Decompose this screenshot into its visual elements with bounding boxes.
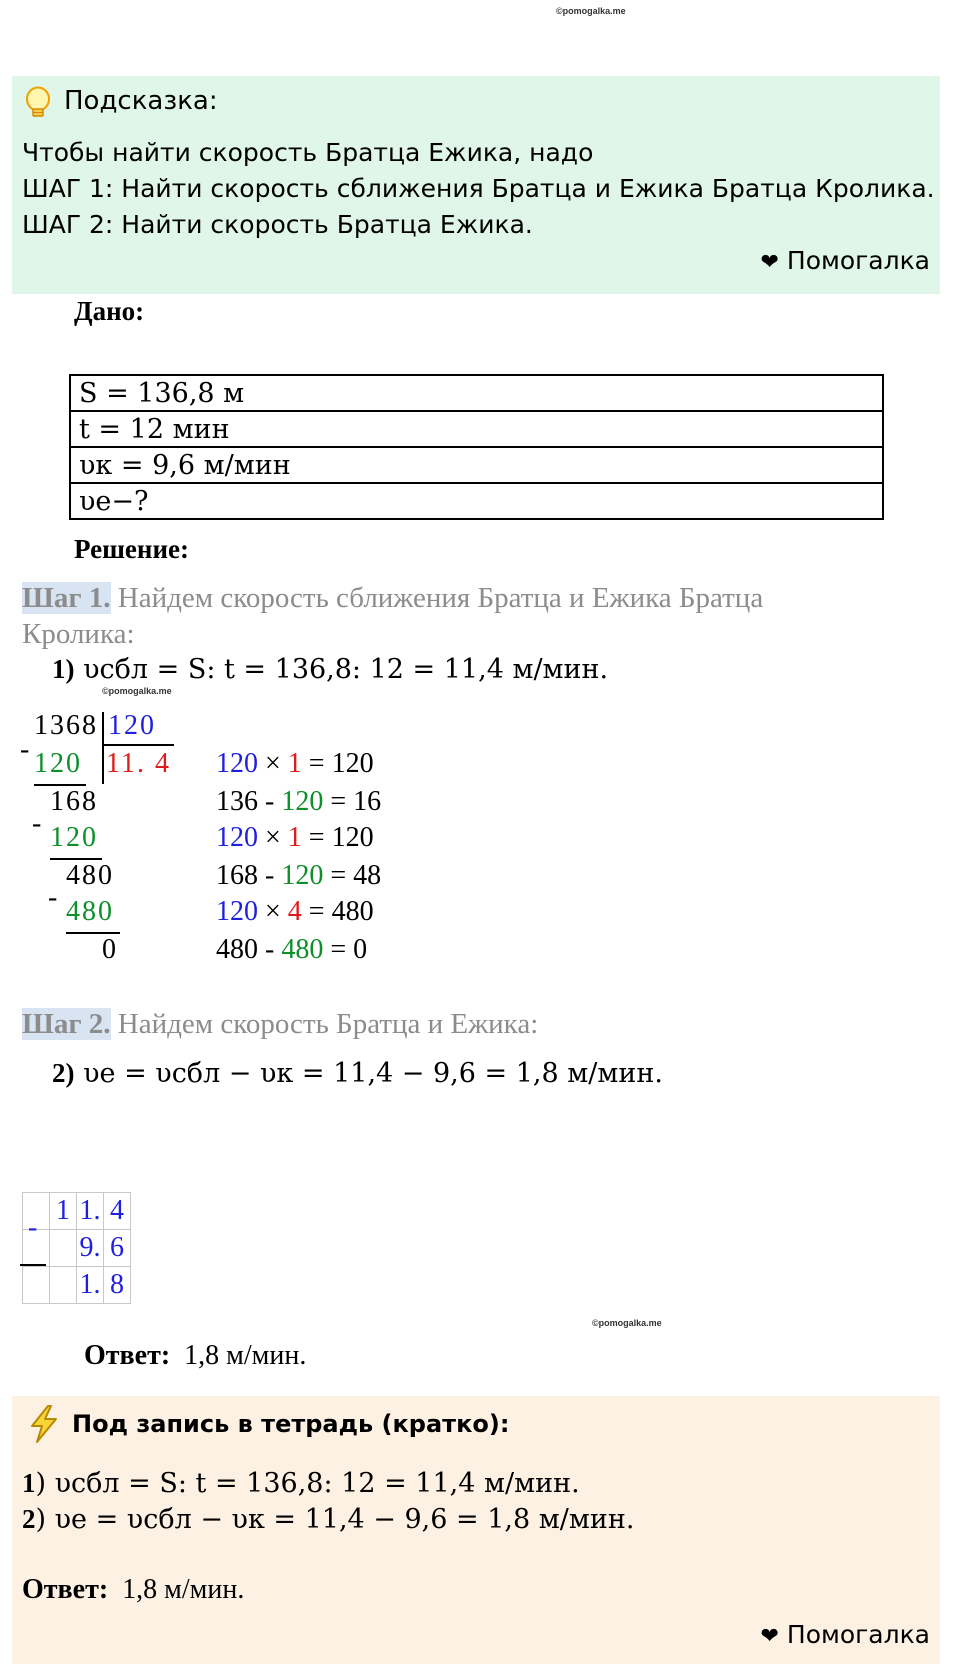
given-row: υк = 9,6 м/мин <box>70 447 883 483</box>
calc-term: 120 <box>281 786 324 817</box>
calc-term: 1 <box>287 748 302 779</box>
grid-cell: 1. <box>77 1193 104 1230</box>
dividend: 1368 <box>34 710 98 741</box>
hint-step-1-label: ШАГ 1: <box>22 174 114 203</box>
grid-cell: 9. <box>77 1230 104 1267</box>
notebook-line-1-body: ) υсбл = S: t = 136,8: 12 = 11,4 м/мин. <box>35 1468 580 1499</box>
hint-step-1-text: Найти скорость сближения Братца и Ежика Братца Кролика. <box>113 174 935 203</box>
subtraction-grid <box>22 1192 131 1304</box>
hint-title: Подсказка: <box>64 86 218 116</box>
notebook-line-1-number: 1 <box>22 1468 36 1498</box>
calc-term: 4 <box>287 896 302 927</box>
step-1-text: Найдем скорость сближения Братца и Ежика Братца <box>110 582 764 614</box>
notebook-line-1 <box>22 1468 580 1499</box>
calc-result: = 48 <box>323 860 382 891</box>
lightbulb-icon <box>24 86 52 125</box>
step-2-label: Шаг 2. <box>22 1008 111 1040</box>
calc-term: 1 <box>287 822 302 853</box>
step-1-line <box>22 582 763 615</box>
lightning-icon <box>26 1404 62 1449</box>
notebook-line-2 <box>22 1504 634 1535</box>
heart-icon: ❤ <box>760 1624 779 1649</box>
calc-term: 120 <box>281 860 324 891</box>
step-1-text-cont: Кролика: <box>22 618 135 650</box>
brand-label: Помогалка <box>786 1620 930 1649</box>
step-2-text: Найдем скорость Братца и Ежика: <box>110 1008 539 1040</box>
notebook-title: Под запись в тетрадь (кратко): <box>72 1410 510 1438</box>
grid-cell: 8 <box>104 1267 131 1304</box>
minus-sign: - <box>28 1212 40 1243</box>
calc-line <box>216 822 374 854</box>
given-row: S = 136,8 м <box>70 375 883 411</box>
subtraction-rule <box>20 1264 46 1266</box>
given-table <box>69 374 884 520</box>
hint-step-2-text: Найти скорость Братца Ежика. <box>113 210 533 239</box>
partial-product: 480 <box>66 896 114 927</box>
grid-cell: 4 <box>104 1193 131 1230</box>
brand-label: Помогалка <box>786 246 930 275</box>
calc-term: 168 - <box>216 860 282 891</box>
calc-term: 120 <box>216 822 258 853</box>
watermark: ©pomogalka.me <box>102 686 172 696</box>
minus-sign: - <box>48 882 60 913</box>
heart-icon: ❤ <box>760 250 779 275</box>
calc-op: × <box>258 822 288 853</box>
grid-cell: 1. <box>77 1267 104 1304</box>
grid-cell: 1 <box>50 1193 77 1230</box>
division-bracket <box>102 712 104 784</box>
calc-term: 480 <box>281 934 324 965</box>
calc-term: 136 - <box>216 786 282 817</box>
equation-2 <box>52 1058 663 1089</box>
answer-value: 1,8 м/мин. <box>184 1340 307 1371</box>
remainder: 168 <box>50 786 98 817</box>
notebook-line-2-body: ) υе = υсбл − υк = 11,4 − 9,6 = 1,8 м/мин. <box>35 1504 635 1535</box>
calc-line <box>216 860 381 892</box>
answer <box>84 1340 306 1372</box>
equation-1-number: 1) <box>52 654 75 684</box>
equation-2-body: υе = υсбл − υк = 11,4 − 9,6 = 1,8 м/мин. <box>83 1058 663 1089</box>
grid-cell: 6 <box>104 1230 131 1267</box>
calc-op: × <box>258 748 288 779</box>
watermark: ©pomogalka.me <box>592 1318 662 1328</box>
minus-sign: - <box>32 808 44 839</box>
grid-cell <box>50 1230 77 1267</box>
minus-sign: - <box>20 734 32 765</box>
grid-cell <box>23 1267 50 1304</box>
divisor-rule <box>104 744 174 746</box>
remainder: 480 <box>66 860 114 891</box>
calc-op: × <box>258 896 288 927</box>
calc-line <box>216 748 374 780</box>
notebook-answer <box>22 1574 244 1606</box>
equation-1 <box>52 654 608 685</box>
calc-term: 120 <box>216 748 258 779</box>
divisor: 120 <box>108 710 156 741</box>
notebook-box <box>12 1396 940 1664</box>
calc-term: 480 - <box>216 934 282 965</box>
calc-result: = 120 <box>301 748 374 779</box>
given-row: υе−? <box>70 483 883 519</box>
partial-product: 120 <box>34 748 82 779</box>
given-row: t = 12 мин <box>70 411 883 447</box>
calc-term: 120 <box>216 896 258 927</box>
quotient: 11. 4 <box>106 748 171 779</box>
hint-step-2-label: ШАГ 2: <box>22 210 114 239</box>
watermark: ©pomogalka.me <box>556 6 626 16</box>
solution-heading: Решение: <box>74 534 189 564</box>
hint-step-1 <box>22 174 935 203</box>
calc-line <box>216 896 374 928</box>
equation-1-body: υсбл = S: t = 136,8: 12 = 11,4 м/мин. <box>83 654 609 685</box>
hint-step-2 <box>22 210 533 239</box>
hint-box <box>12 76 940 294</box>
calc-line <box>216 934 367 966</box>
step-2-line <box>22 1008 538 1041</box>
grid-cell <box>50 1267 77 1304</box>
brand-link[interactable] <box>760 246 930 275</box>
calc-line <box>216 786 381 818</box>
calc-result: = 16 <box>323 786 382 817</box>
notebook-answer-value: 1,8 м/мин. <box>122 1574 245 1605</box>
calc-result: = 0 <box>323 934 368 965</box>
brand-link[interactable] <box>760 1620 930 1649</box>
partial-product: 120 <box>50 822 98 853</box>
notebook-line-2-number: 2 <box>22 1504 36 1534</box>
calc-result: = 480 <box>301 896 374 927</box>
calc-result: = 120 <box>301 822 374 853</box>
hint-line: Чтобы найти скорость Братца Ежика, надо <box>22 138 594 167</box>
equation-2-number: 2) <box>52 1058 75 1088</box>
notebook-answer-label: Ответ: <box>22 1574 109 1605</box>
step-1-label: Шаг 1. <box>22 582 111 614</box>
answer-label: Ответ: <box>84 1340 171 1371</box>
final-remainder: 0 <box>102 934 118 965</box>
given-heading: Дано: <box>74 296 145 326</box>
